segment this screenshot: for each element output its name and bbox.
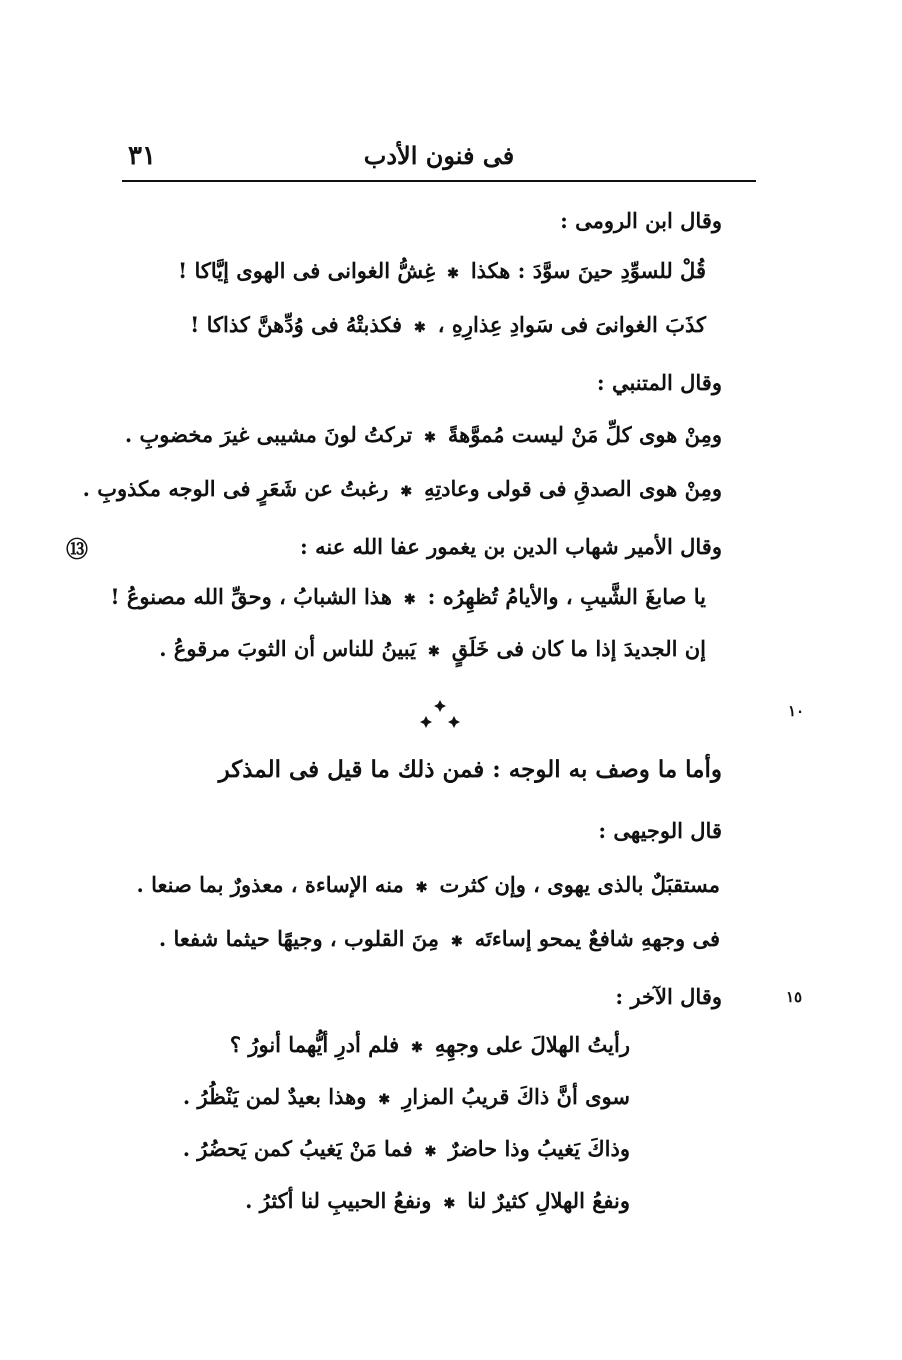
first-hemistich: سوى أنَّ ذاكَ قريبُ المزارِ	[402, 1084, 630, 1109]
verse-separator: ✱	[447, 266, 459, 282]
second-hemistich: رغبتُ عن شَعَرٍ فى الوجه مكذوبِ .	[82, 476, 389, 501]
margin-marker: ⑬	[66, 537, 89, 563]
verse-separator: ✱	[443, 1196, 456, 1212]
verse-separator: ✱	[403, 592, 416, 608]
second-hemistich: فلم أدرِ أيُّهما أنورُ ؟	[229, 1032, 400, 1057]
second-hemistich: تركتُ لونَ مشيبى غيرَ مخضوبِ .	[124, 422, 413, 447]
prose-line: وأما ما وصف به الوجه : فمن ذلك ما قيل فى المذكر	[218, 756, 722, 783]
line-number: ١٠	[788, 702, 805, 720]
first-hemistich: مستقبَلٌ بالذى يهوى ، وإن كثرت	[439, 872, 720, 897]
verse-line	[178, 258, 706, 283]
verse-separator: ✱	[378, 1092, 391, 1108]
header-rule	[122, 180, 756, 182]
second-hemistich: فكذبتْهُ فى وُدِّهنَّ كذاكا !	[190, 312, 403, 337]
verse-separator: ✱	[414, 320, 426, 336]
line-number: ١٥	[786, 988, 803, 1006]
verse-line	[183, 1136, 630, 1161]
verse-separator: ✱	[400, 484, 413, 500]
running-title: فى فنون الأدب	[363, 141, 515, 170]
verse-separator: ✱	[427, 644, 440, 660]
page-header	[122, 135, 756, 183]
verse-separator: ✱	[451, 934, 463, 950]
section-divider-ornament	[418, 700, 462, 734]
first-hemistich: وذاكَ يَغيبُ وذا حاضرٌ	[448, 1136, 630, 1161]
first-hemistich: كذَبَ الغوانىَ فى سَوادِ عِذارِهِ ،	[437, 312, 706, 337]
second-hemistich: يَبينُ للناس أن الثوبَ مرقوعُ .	[159, 636, 416, 661]
verse-separator: ✱	[411, 1040, 423, 1056]
second-hemistich: فما مَنْ يَغيبُ كمن يَحضُرُ .	[182, 1136, 413, 1161]
second-hemistich: ونفعُ الحبيبِ لنا أكثرُ .	[245, 1188, 432, 1213]
verse-line	[245, 1188, 630, 1213]
poet-intro: وقال ابن الرومى :	[560, 208, 722, 233]
first-hemistich: رأيتُ الهلالَ على وجهِهِ	[434, 1032, 630, 1057]
first-hemistich: قُلْ للسوِّدِ حينَ سوَّدَ : هكذا	[470, 258, 706, 283]
verse-line	[110, 584, 706, 609]
first-hemistich: ومِنْ هوى الصدقِ فى قولى وعادتِهِ	[424, 476, 722, 501]
verse-line	[83, 476, 722, 501]
second-hemistich: غِشُّ الغوانى فى الهوى إيَّاكا !	[177, 258, 436, 283]
poet-intro: وقال الأمير شهاب الدين بن يغمور عفا الله عنه :	[300, 534, 722, 559]
poet-intro: وقال المتنبي :	[596, 370, 722, 395]
first-hemistich: ومِنْ هوى كلِّ مَنْ ليست مُموَّهةً	[447, 422, 722, 447]
verse-line	[183, 1084, 630, 1109]
verse-separator: ✱	[415, 880, 428, 896]
verse-line	[136, 872, 720, 897]
first-hemistich: إن الجديدَ إذا ما كان فى خَلَقٍ	[451, 636, 706, 661]
verse-line	[159, 926, 720, 951]
first-hemistich: فى وجههِ شافعٌ يمحو إساءتَه	[474, 926, 720, 951]
second-hemistich: وهذا بعيدٌ لمن يَنْظُرُ .	[182, 1084, 367, 1109]
page-number: ٣١	[128, 141, 156, 171]
second-hemistich: منه الإساءة ، معذورٌ بما صنعا .	[136, 872, 404, 897]
second-hemistich: هذا الشبابُ ، وحقِّ الله مصنوعُ !	[110, 584, 392, 609]
poet-intro: قال الوجيهى :	[598, 818, 722, 843]
first-hemistich: ونفعُ الهلالِ كثيرٌ لنا	[467, 1188, 630, 1213]
poet-intro: وقال الآخر :	[615, 984, 722, 1009]
verse-line	[190, 312, 706, 337]
verse-separator: ✱	[424, 1144, 437, 1160]
verse-line	[159, 636, 706, 661]
second-hemistich: مِنَ القلوب ، وجيهًا حيثما شفعا .	[158, 926, 439, 951]
verse-separator: ✱	[424, 430, 436, 446]
first-hemistich: يا صابغَ الشَّيبِ ، والأيامُ تُظهِرُه :	[427, 584, 706, 609]
verse-line	[125, 422, 722, 447]
verse-line	[230, 1032, 630, 1057]
